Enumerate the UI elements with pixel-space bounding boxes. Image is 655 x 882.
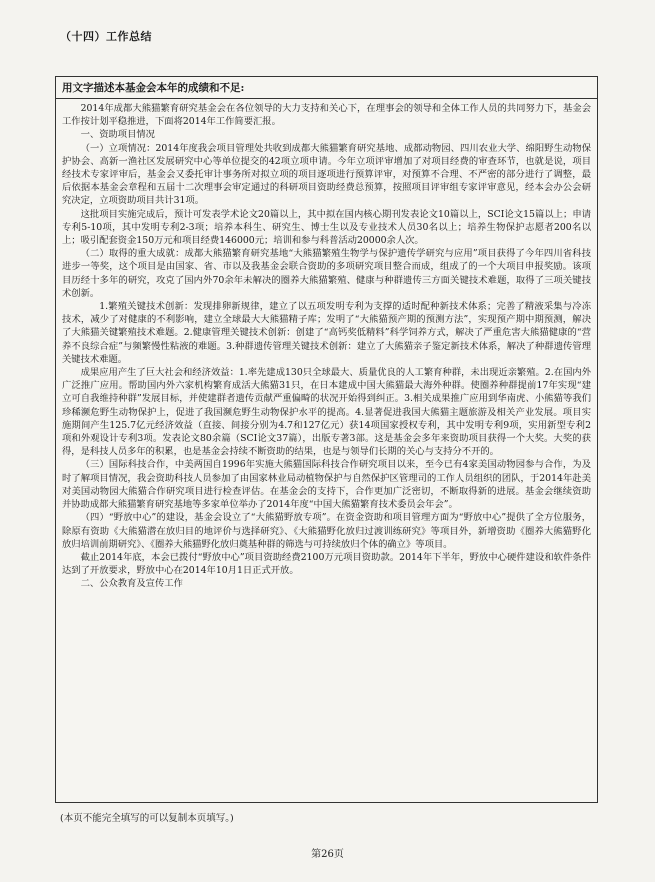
paragraph: （四）“野放中心”的建设，基金会设立了“大熊猫野放专项”。在资金资助和项目管理方面为“野放中心”提供了全方位服务，除原有资助《大熊猫潜在放归目的地评价与选择研究》、《大熊猫野化放归过渡训练研究》等项目外，新增资助《圈养大熊猫野化放归培训前期研究》、《圈养大熊猫野化放归奠基种群的筛选与可持续放归个体的确立》等项目。 <box>62 512 591 550</box>
paragraph: 二、公众教育及宣传工作 <box>80 578 183 590</box>
page-number: 第26页 <box>311 849 344 860</box>
paragraph: （二）取得的重大成就：成都大熊猫繁育研究基地“大熊猫繁殖生物学与保护遗传学研究与应用”项目获得了今年四川省科技进步一等奖，这个项目是由国家、省、市以及我基金会联合资助的多项研究项目整合而成，组成了的一个大项目申报奖励。该项目历经十多年的研究，攻克了国内外70余年未解决的圈养大熊猫繁殖、健康与种群遗传三方面关键技术难题，取得了三项关键技术创新。 <box>62 248 591 299</box>
paragraph: 1.繁殖关键技术创新：发现排卵新规律，建立了以五项发明专利为支撑的适时配种新技术体系；完善了精液采集与冷冻技术，减少了对健康的不利影响，建立全球最大大熊猫精子库；发明了“大熊猫预产期的预测方法”，实现预产期中期预测，解决了大熊猫关键繁殖技术难题。2.健康管理关键技术创新：创建了“高钙奖低精料”科学饲养方式，解决了严重危害大熊猫健康的“营养不良综合症”与频繁慢性粘液的难题。3.种群遗传管理关键技术创新：建立了大熊猫亲子鉴定新技术体系，解决了种群遗传管理关键技术难题。 <box>62 301 591 365</box>
paragraph: 一、资助项目情况 <box>80 129 155 141</box>
paragraph: 2014年成都大熊猫繁育研究基金会在各位领导的大力支持和关心下，在理事会的领导和全体工作人员的共同努力下，基金会工作按计划平稳推进，下面将2014年工作简要汇报。 <box>62 103 591 128</box>
paragraph: 这批项目实施完成后，预计可发表学术论文20篇以上，其中拟在国内核心期刊发表论文10篇以上，SCI论文15篇以上；申请专利5-10项，其中发明专利2-3项；培养本科生、研究生、博士生以及专业技术人员30名以上；培养生物保护志愿者200名以上；吸引配套资金150万元和项目经费146000元；培训和参与科普活动20000余人次。 <box>62 208 591 247</box>
paragraph: 成果应用产生了巨大社会和经济效益：1.率先建成130只全球最大、质量优良的人工繁育种群，未出现近亲繁殖。2.在国内外广泛推广应用。帮助国内外六家机构繁育成活大熊猫31只，在日本建成中国大熊猫最大海外种群。使圈养种群提前17年实现“建立可自我维持种群”发展目标，并使建群者遗传贡献严重偏畸的状况开始得到纠正。3.相关成果推广应用到华南虎、小熊猫等我们珍稀濒危野生动物保护上，促进了我国濒危野生动物保护水平的提高。4.显著促进我国大熊猫主题旅游及相关产业发展。项目实施期间产生125.7亿元经济效益（直接、间接分别为4.7和127亿元）获14项国家授权专利，其中发明专利9项，实用新型专利2项和外观设计专利3项。发表论文80余篇（SCI论文37篇），出版专著3部。这是基金会多年来资助项目获得一个大奖。大奖的获得，是科技人员多年的积累，也是基金会持续不断资助的结果，也是与领导们长期的关心与支持分不开的。 <box>62 367 591 458</box>
box-header: 用文字描述本基金会本年的成绩和不足: <box>56 77 597 99</box>
footer-note: (本页不能完全填写的可以复制本页填写。) <box>60 813 234 824</box>
summary-body <box>56 99 597 591</box>
summary-box <box>55 76 598 803</box>
paragraph: 截止2014年底，本会已拨付“野放中心”项目资助经费2100万元项目资助款。2014年下半年，野放中心硬件建设和软件条件达到了开放要求，野放中心在2014年10月1日正式开放。 <box>62 551 591 577</box>
paragraph: （三）国际科技合作，中美两国自1996年实施大熊猫国际科技合作研究项目以来，至今已有4家美国动物园参与合作，为及时了解项目情况，我会资助科技人员参加了由国家林业局动植物保护与自然保护区管理司的工作人员组织的团队，于2014年赴美对美国动物园大熊猫合作研究项目进行检查评估。在基金会的支持下，合作更加广泛密切，不断取得新的进展。基金会继续资助并协助成都大熊猫繁育研究基地等多家单位举办了2014年度“中国大熊猫繁育技术委员会年会”。 <box>62 459 591 511</box>
section-title: （十四）工作总结 <box>60 30 152 43</box>
paragraph: （一）立项情况：2014年度我会项目管理处共收到成都大熊猫繁育研究基地、成都动物园、四川农业大学、绵阳野生动物保护协会、高新一渔社区发展研究中心等单位提交的42项立项申请。今年立项评审增加了对项目经费的审查环节，也就是说，项目经技术专家评审后，基金会又委托审计事务所对拟立项的项目逐项进行预算评审，对预算不合理、不严密的部分进行了调整，最后依据本基金会章程和五届十二次理事会审定通过的科研项目资助经费总预算，按照项目评审组专家评审意见，经本会办公会研究决定，立项资助项目共计31项。 <box>62 142 591 207</box>
